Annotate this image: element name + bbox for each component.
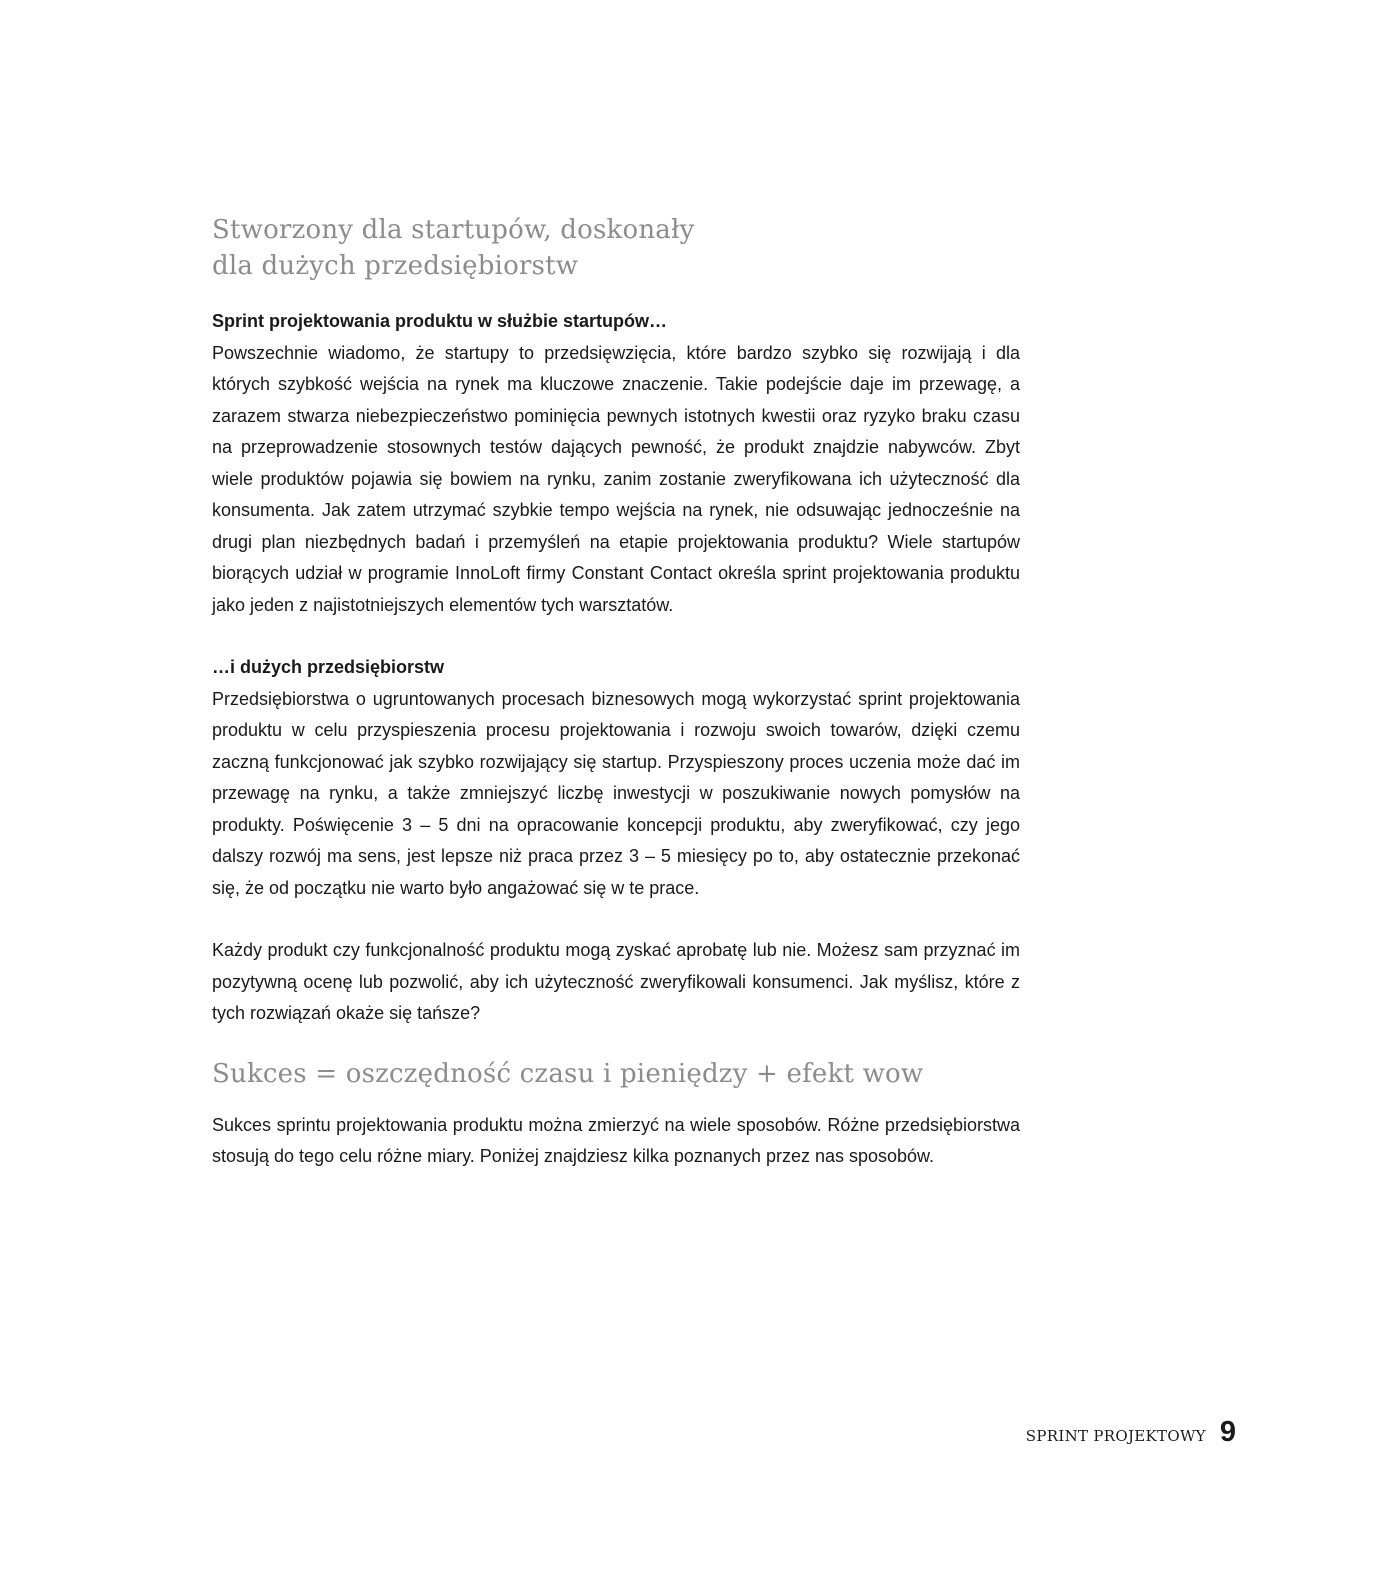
paragraph-question: Każdy produkt czy funkcjonalność produktu mogą zyskać aprobatę lub nie. Możesz sam przyznać im pozytywną ocenę lub pozwolić, aby ich użyteczność zweryfikowali konsumenci. Jak myślisz, które z tych rozwiązań okaże się tańsze? [212, 940, 1020, 1023]
subheading-enterprises: …i dużych przedsiębiorstw [212, 657, 445, 677]
page-footer [1026, 1416, 1236, 1449]
section-heading-success: Sukces = oszczędność czasu i pieniędzy + efekt wow [212, 1058, 924, 1089]
paragraph-enterprises: Przedsiębiorstwa o ugruntowanych procesach biznesowych mogą wykorzystać sprint projektowania produktu w celu przyspieszenia procesu projektowania i rozwoju swoich towarów, dzięki czemu zaczną funkcjonować jak szybko rozwijający się startup. Przyspieszony proces uczenia może dać im przewagę na rynku, a także zmniejszyć liczbę inwestycji w poszukiwanie nowych pomysłów na produkty. Poświęcenie 3 – 5 dni na opracowanie koncepcji produktu, aby zweryfikować, czy jego dalszy rozwój ma sens, jest lepsze niż praca przez 3 – 5 miesięcy po to, aby ostatecznie przekonać się, że od początku nie warto było angażować się w te prace. [212, 688, 1020, 898]
paragraph-gap [212, 621, 1020, 652]
section-heading-line-1: Stworzony dla startupów, doskonały [212, 215, 695, 245]
section-heading-startups-enterprises [212, 212, 1020, 284]
page-content [212, 212, 1020, 1173]
running-title: SPRINT PROJEKTOWY [1025, 1427, 1206, 1445]
subheading-startups: Sprint projektowania produktu w służbie startupów… [212, 311, 668, 331]
page-number: 9 [1219, 1416, 1236, 1448]
section-heading-line-2: dla dużych przedsiębiorstw [212, 251, 579, 281]
paragraph-startups: Powszechnie wiadomo, że startupy to przedsięwzięcia, które bardzo szybko się rozwijają i dla których szybkość wejścia na rynek ma kluczowe znaczenie. Takie podejście daje im przewagę, a zarazem stwarza niebezpieczeństwo pominięcia pewnych istotnych kwestii oraz ryzyko braku czasu na przeprowadzenie stosownych testów dających pewność, że produkt znajdzie nabywców. Zbyt wiele produktów pojawia się bowiem na rynku, zanim zostanie zweryfikowana ich użyteczność dla konsumenta. Jak zatem utrzymać szybkie tempo wejścia na rynek, nie odsuwając jednocześnie na drugi plan niezbędnych badań i przemyśleń na etapie projektowania produktu? Wiele startupów biorących udział w programie InnoLoft firmy Constant Contact określa sprint projektowania produktu jako jeden z najistotniejszych elementów tych warsztatów. [212, 342, 1020, 615]
paragraph-gap [212, 904, 1020, 935]
paragraph-success: Sukces sprintu projektowania produktu można zmierzyć na wiele sposobów. Różne przedsiębiorstwa stosują do tego celu różne miary. Poniżej znajdziesz kilka poznanych przez nas sposobów. [212, 1114, 1020, 1166]
